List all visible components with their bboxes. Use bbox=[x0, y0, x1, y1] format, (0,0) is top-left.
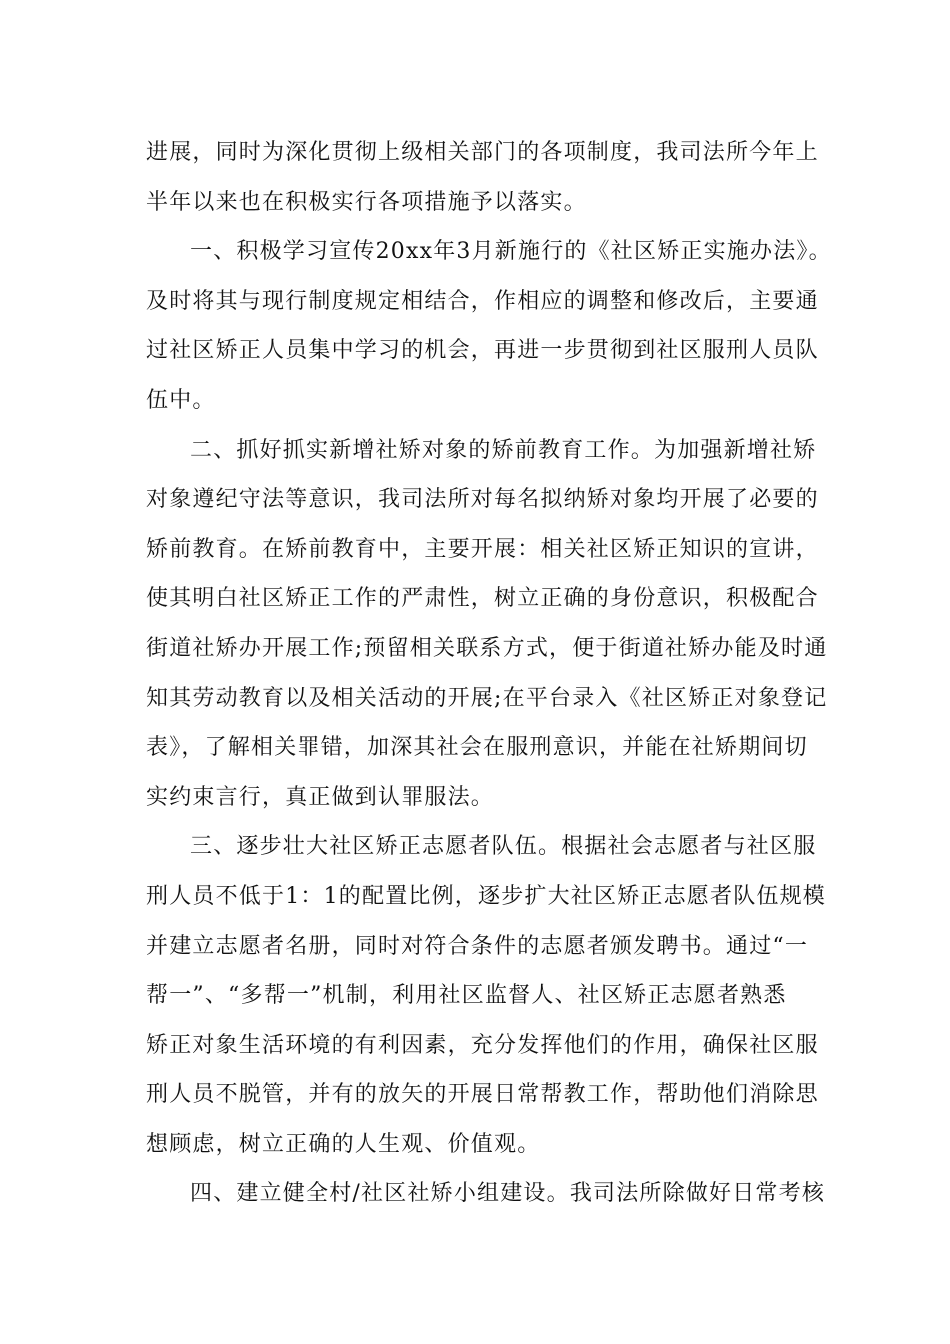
text-line: 对象遵纪守法等意识，我司法所对每名拟纳矫对象均开展了必要的 bbox=[146, 487, 819, 513]
text-line: 伍中。 bbox=[146, 387, 216, 413]
paragraph-heading-1: 一、积极学习宣传20xx年3月新施行的《社区矫正实施办法》。 bbox=[190, 239, 832, 265]
text-line: 半年以来也在积极实行各项措施予以落实。 bbox=[146, 189, 587, 215]
paragraph-heading-2: 二、抓好抓实新增社矫对象的矫前教育工作。为加强新增社矫 bbox=[190, 437, 817, 463]
text-line: 想顾虑，树立正确的人生观、价值观。 bbox=[146, 1131, 541, 1157]
text-line: 街道社矫办开展工作;预留相关联系方式，便于街道社矫办能及时通 bbox=[146, 635, 828, 661]
text-line: 刑人员不低于1：1的配置比例，逐步扩大社区矫正志愿者队伍规模 bbox=[146, 883, 826, 909]
text-line: 进展，同时为深化贯彻上级相关部门的各项制度，我司法所今年上 bbox=[146, 140, 819, 165]
text-line: 矫正对象生活环境的有利因素，充分发挥他们的作用，确保社区服 bbox=[146, 1032, 819, 1058]
text-line: 表》，了解相关罪错，加深其社会在服刑意识，并能在社矫期间切 bbox=[146, 735, 808, 761]
text-line: 知其劳动教育以及相关活动的开展;在平台录入《社区矫正对象登记 bbox=[146, 685, 828, 711]
text-line: 实约束言行，真正做到认罪服法。 bbox=[146, 784, 495, 810]
document-body bbox=[146, 128, 832, 1219]
text-line: 并建立志愿者名册，同时对符合条件的志愿者颁发聘书。通过“一 bbox=[146, 933, 809, 959]
text-line: 过社区矫正人员集中学习的机会，再进一步贯彻到社区服刑人员队 bbox=[146, 338, 819, 364]
text-line: 矫前教育。在矫前教育中，主要开展：相关社区矫正知识的宣讲， bbox=[146, 536, 819, 562]
text-line: 使其明白社区矫正工作的严肃性，树立正确的身份意识，积极配合 bbox=[146, 586, 819, 612]
text-line: 刑人员不脱管，并有的放矢的开展日常帮教工作，帮助他们消除思 bbox=[146, 1082, 819, 1108]
text-line: 及时将其与现行制度规定相结合，作相应的调整和修改后，主要通 bbox=[146, 288, 819, 314]
text-line: 帮一”、“多帮一”机制，利用社区监督人、社区矫正志愿者熟悉 bbox=[146, 983, 787, 1009]
paragraph-heading-3: 三、逐步壮大社区矫正志愿者队伍。根据社会志愿者与社区服 bbox=[190, 834, 817, 860]
paragraph-heading-4: 四、建立健全村/社区社矫小组建设。我司法所除做好日常考核 bbox=[190, 1181, 826, 1207]
